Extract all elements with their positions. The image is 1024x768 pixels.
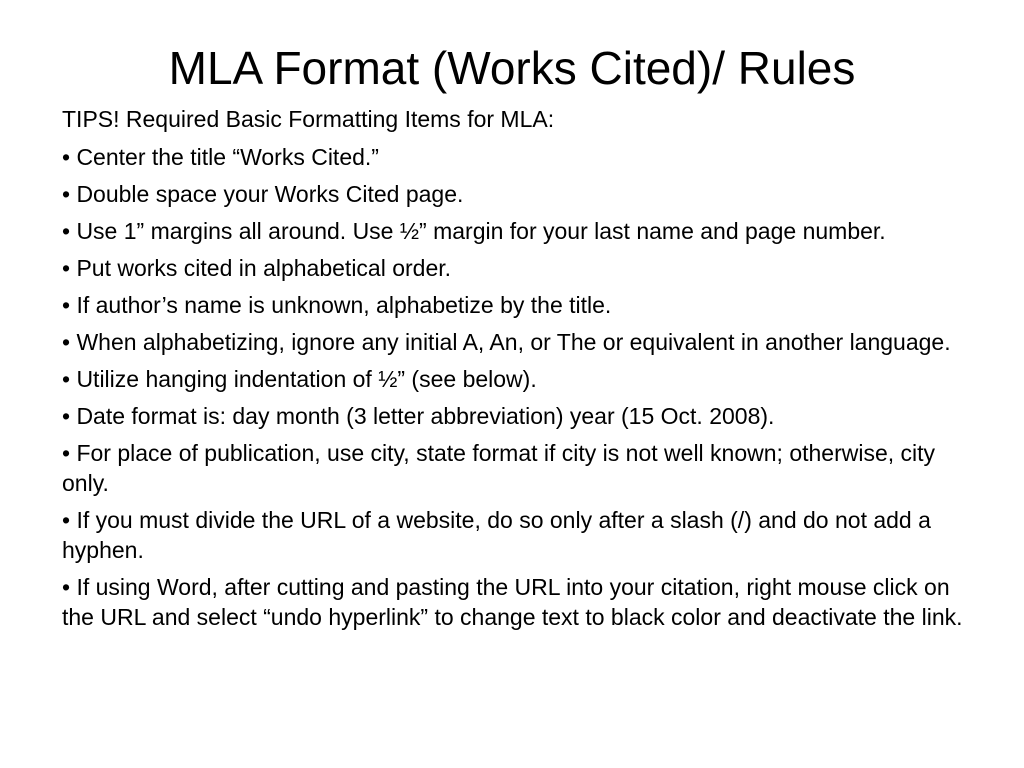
tip-item: • Use 1” margins all around. Use ½” margin for your last name and page number. xyxy=(62,218,886,244)
tip-item: • Put works cited in alphabetical order. xyxy=(62,255,452,281)
tip-item: • Center the title “Works Cited.” xyxy=(62,144,379,170)
tips-intro: TIPS! Required Basic Formatting Items for MLA: xyxy=(62,106,555,132)
tip-item: • If you must divide the URL of a website, do so only after a slash (/) and do not add a hyphen. xyxy=(62,507,931,563)
tips-list xyxy=(62,142,972,632)
tip-item: • When alphabetizing, ignore any initial A, An, or The or equivalent in another language. xyxy=(62,329,951,355)
tip-item: • If author’s name is unknown, alphabetize by the title. xyxy=(62,292,612,318)
tip-item: • Utilize hanging indentation of ½” (see below). xyxy=(62,366,537,392)
tip-item: • If using Word, after cutting and pasting the URL into your citation, right mouse click on the URL and select “undo hyperlink” to change text to black color and deactivate the link. xyxy=(62,574,963,630)
tip-item: • Double space your Works Cited page. xyxy=(62,181,464,207)
tip-item: • Date format is: day month (3 letter abbreviation) year (15 Oct. 2008). xyxy=(62,403,775,429)
slide-title: MLA Format (Works Cited)/ Rules xyxy=(168,42,856,94)
tip-item: • For place of publication, use city, state format if city is not well known; otherwise, city only. xyxy=(62,440,936,496)
slide-body xyxy=(62,104,972,639)
